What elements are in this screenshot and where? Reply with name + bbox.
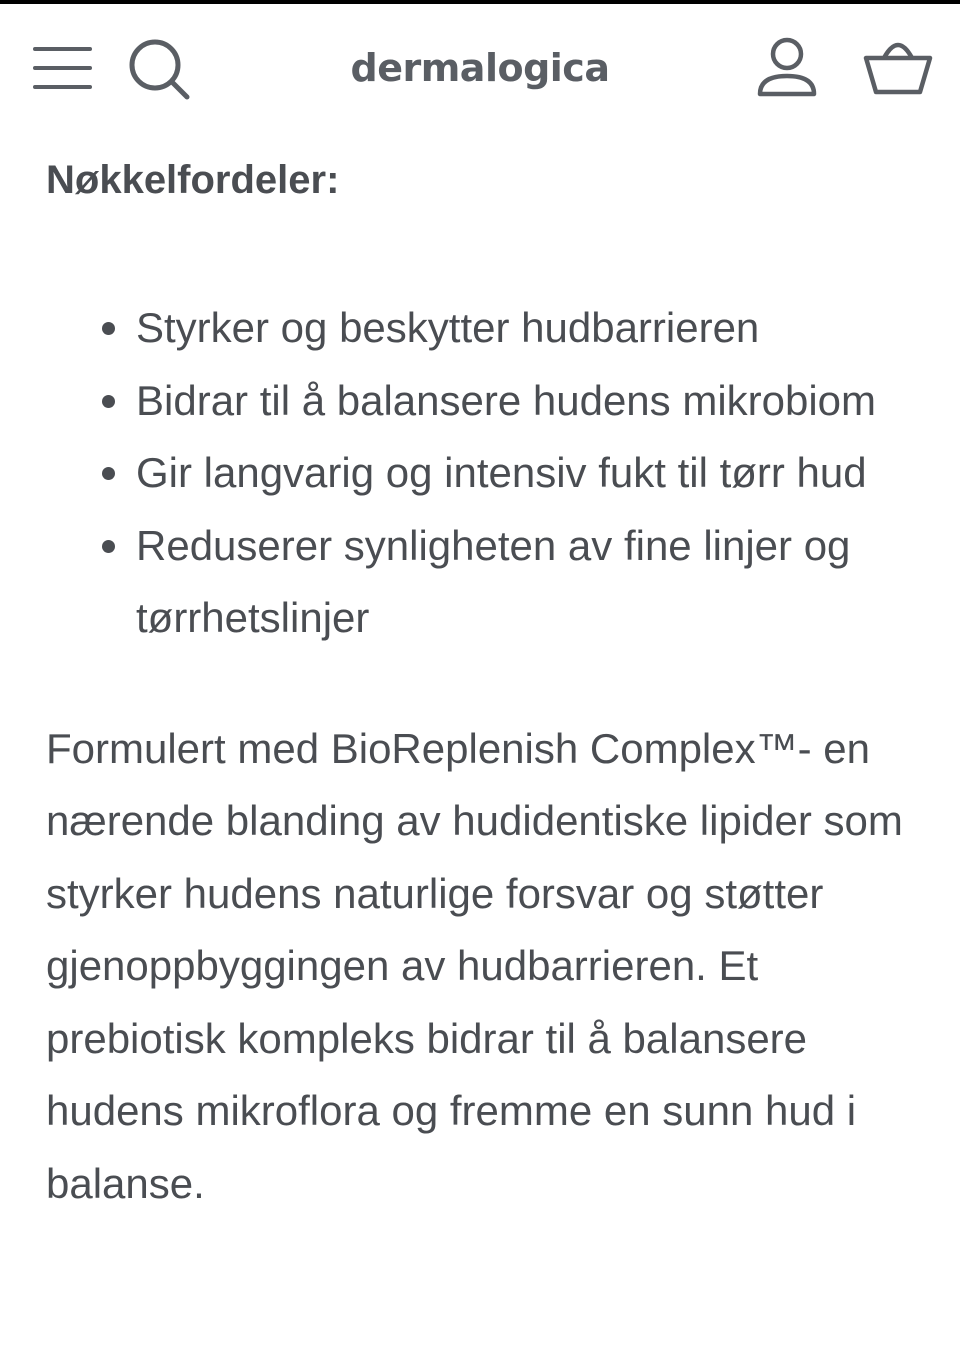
site-header — [0, 4, 960, 124]
list-item — [136, 510, 926, 655]
product-description — [46, 150, 926, 1220]
bullet-icon — [102, 395, 115, 408]
bullet-icon — [102, 540, 115, 553]
benefit-text: Gir langvarig og intensiv fukt til tørr hud — [136, 449, 867, 496]
benefit-text: Reduserer synligheten av fine linjer og tørrhetslinjer — [136, 521, 851, 641]
key-benefits-heading: Nøkkelfordeler: — [46, 158, 340, 202]
benefit-text: Styrker og beskytter hudbarrieren — [136, 304, 760, 351]
list-item — [136, 292, 926, 365]
basket-icon[interactable] — [862, 34, 934, 98]
list-item — [136, 437, 926, 510]
list-item — [136, 365, 926, 438]
brand-logo[interactable]: dermalogica — [350, 46, 610, 90]
account-icon[interactable] — [754, 36, 820, 102]
hamburger-menu-icon[interactable] — [32, 38, 94, 92]
search-icon[interactable] — [126, 36, 192, 102]
benefits-list — [46, 292, 926, 655]
bullet-icon — [102, 322, 115, 335]
bullet-icon — [102, 467, 115, 480]
benefit-text: Bidrar til å balansere hudens mikrobiom — [136, 376, 877, 424]
description-paragraph: Formulert med BioReplenish Complex™- en nærende blanding av hudidentiske lipider som styrker hudens naturlige forsvar og støtter gjenoppbyggingen av hudbarrieren. Et prebiotisk kompleks bidrar til å balansere hudens mikroflora og fremme en sunn hud i balanse. — [46, 724, 903, 1207]
